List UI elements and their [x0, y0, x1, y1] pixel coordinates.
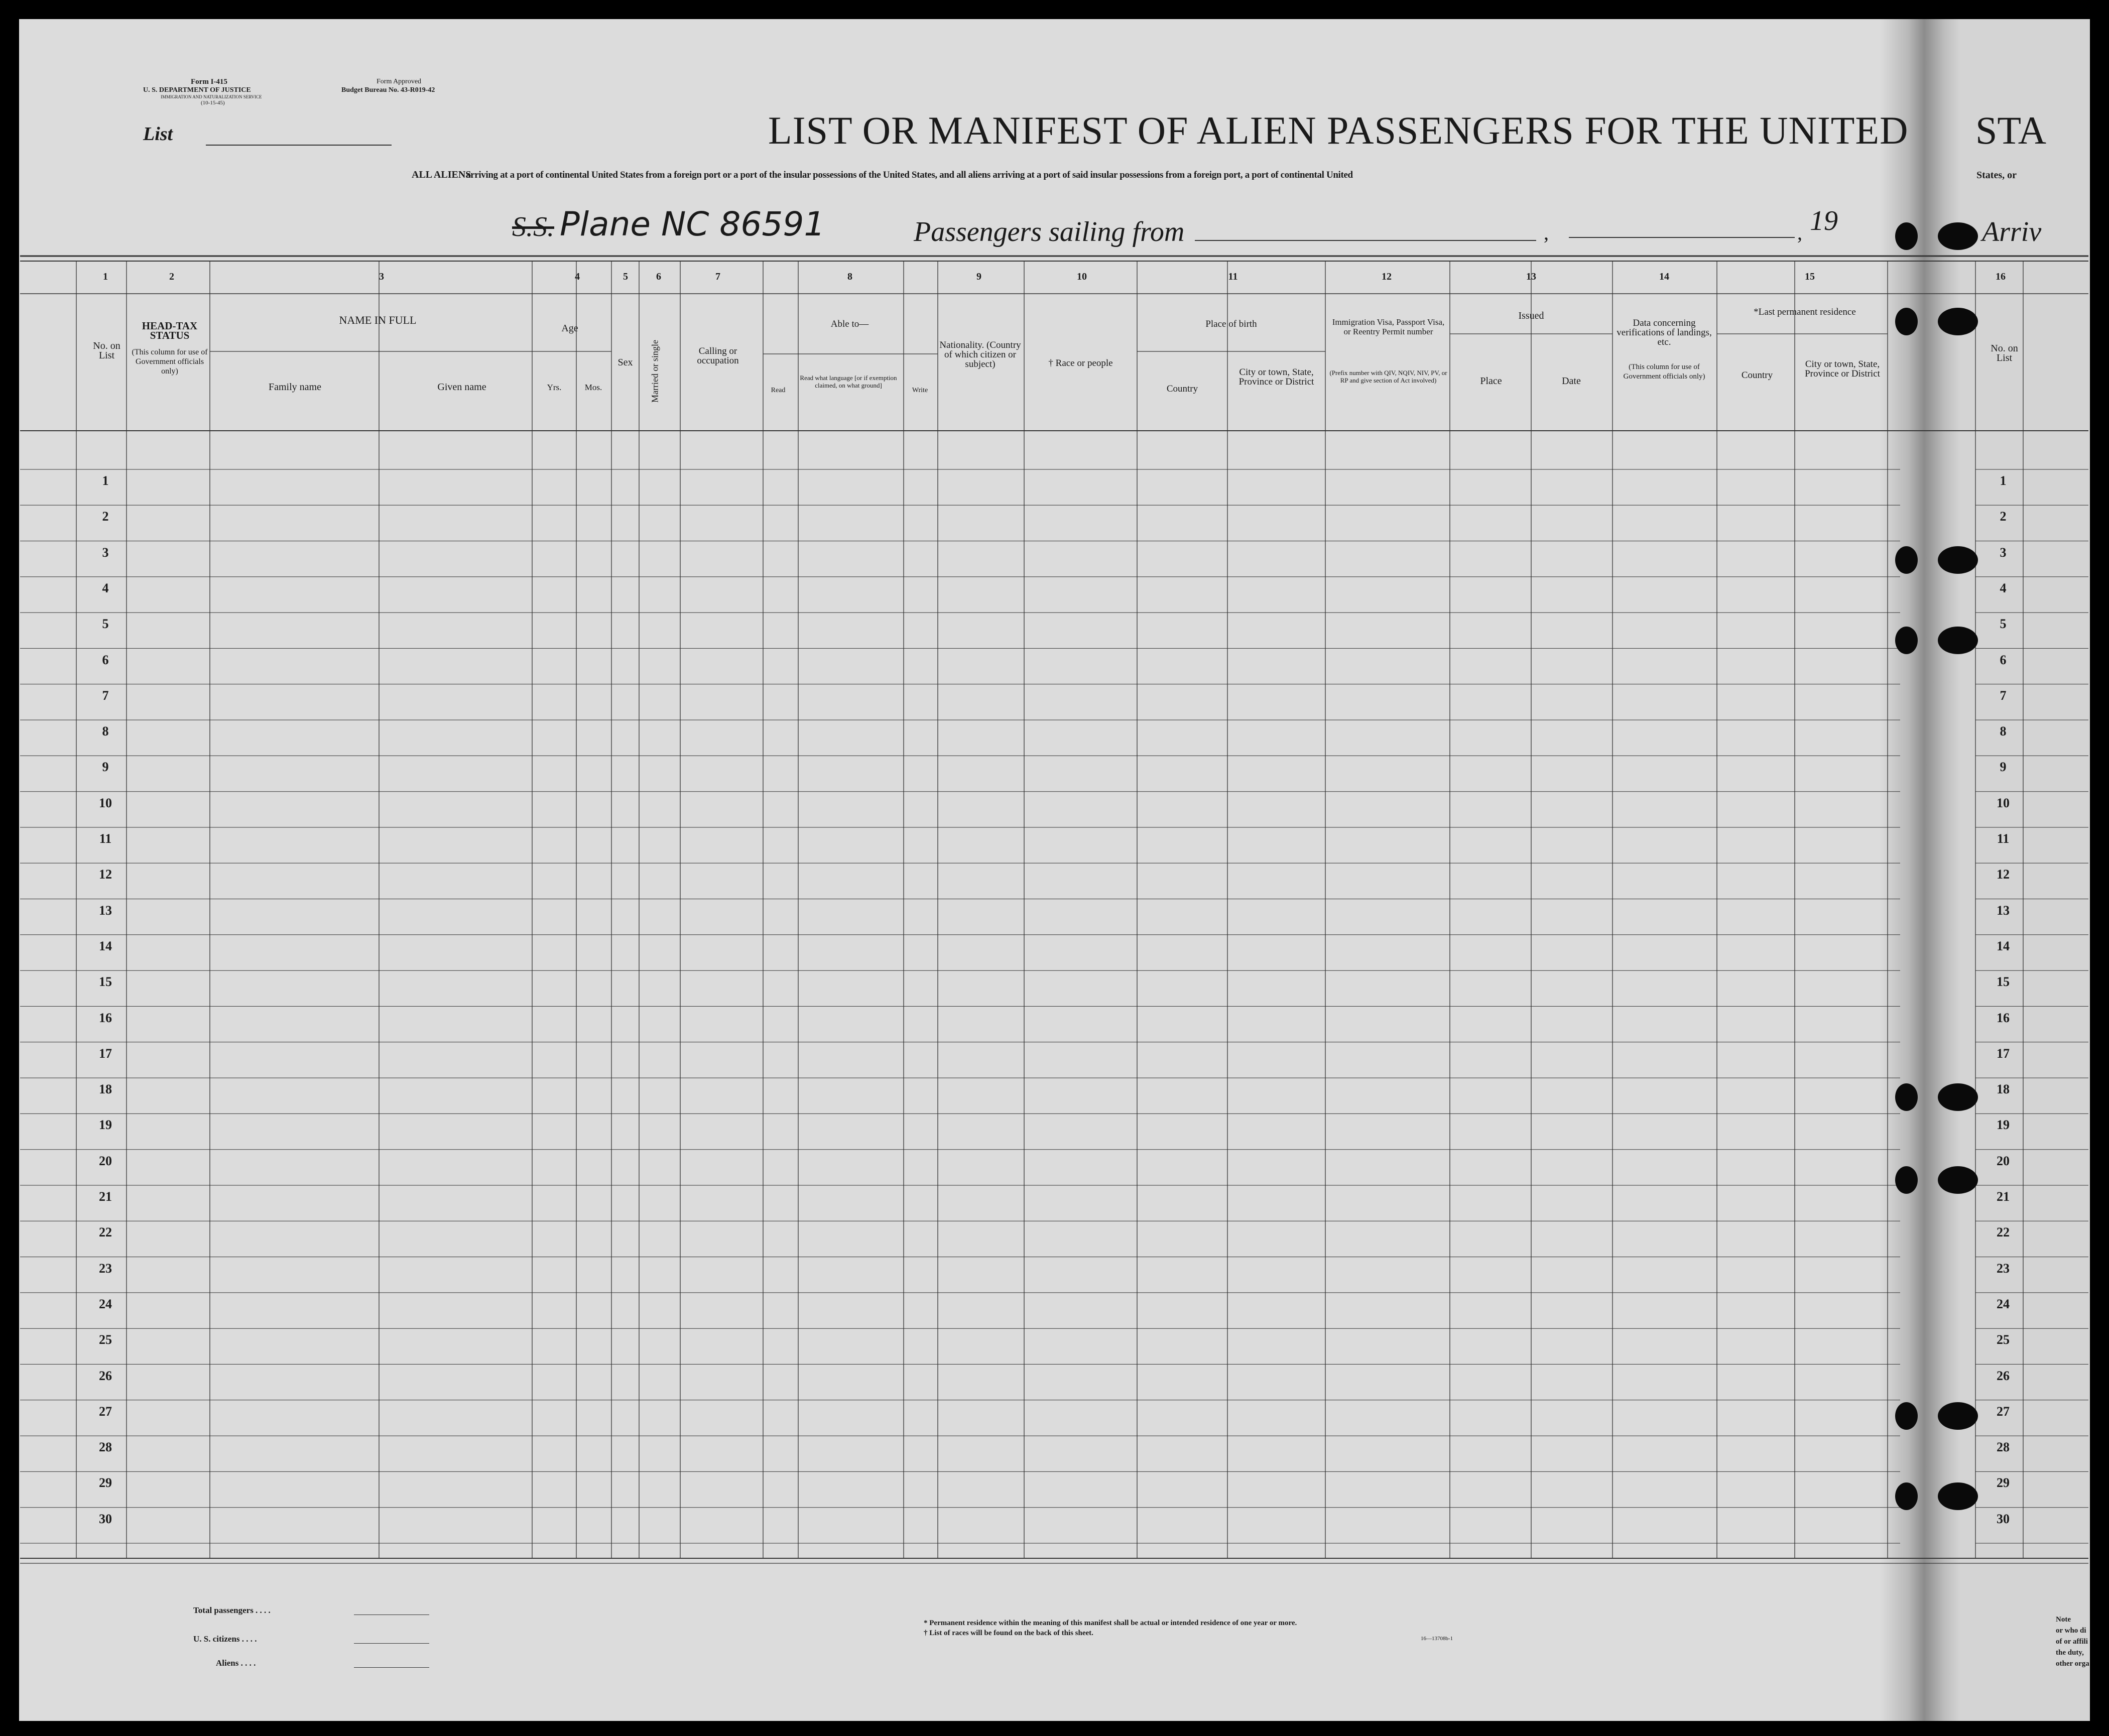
column-number: 13: [1526, 271, 1536, 282]
header-res-city: City or town, State, Province or District: [1805, 359, 1880, 379]
header-family-name: Family name: [269, 382, 321, 393]
form-title: LIST OR MANIFEST OF ALIEN PASSENGERS FOR THE UNITED: [768, 108, 1909, 152]
form-title-cont: STA: [1975, 108, 2047, 152]
subtitle-cont: States, or: [1976, 170, 2017, 181]
ink-blot: [1938, 1166, 1978, 1194]
row-number-right: 12: [1997, 867, 2010, 882]
row-number-right: 29: [1997, 1475, 2010, 1491]
header-race: † Race or people: [1048, 358, 1113, 368]
ink-blot: [1895, 308, 1918, 335]
header-place-of-birth: Place of birth: [1205, 319, 1257, 329]
form-date: (10-15-45): [201, 100, 225, 106]
column-number: 8: [847, 271, 852, 282]
header-issued: Issued: [1518, 310, 1544, 321]
ink-blot: [1938, 627, 1978, 654]
row-number-left: 28: [99, 1440, 112, 1455]
header-birth-city: City or town, State, Province or District: [1238, 367, 1314, 387]
row-number-left: 8: [102, 724, 109, 739]
ink-blot: [1895, 546, 1918, 574]
header-calling: Calling or occupation: [697, 346, 739, 366]
ink-blot: [1895, 1083, 1918, 1111]
date-line: [1569, 237, 1795, 238]
row-number-right: 15: [1997, 974, 2010, 989]
sailing-label: Passengers sailing from: [914, 216, 1185, 247]
list-line: [206, 145, 392, 146]
row-number-left: 23: [99, 1261, 112, 1276]
header-married: Married or single: [650, 340, 660, 403]
row-number-left: 27: [99, 1404, 112, 1419]
row-number-left: 15: [99, 974, 112, 989]
column-number: 14: [1659, 271, 1669, 282]
list-label: List: [143, 123, 173, 145]
ink-blot: [1938, 222, 1978, 250]
ink-blot: [1895, 1402, 1918, 1430]
footnote-residence: * Permanent residence within the meaning of this manifest shall be actual or intended residence of one year or more.: [924, 1619, 1297, 1627]
row-number-right: 25: [1997, 1332, 2010, 1347]
ink-blot: [1938, 1482, 1978, 1510]
row-number-right: 27: [1997, 1404, 2010, 1419]
row-number-left: 1: [102, 473, 109, 488]
column-number: 4: [575, 271, 580, 282]
row-number-right: 1: [2000, 473, 2007, 488]
header-visa: Immigration Visa, Passport Visa, or Reentry Permit number: [1332, 317, 1445, 336]
header-visa-note: (Prefix number with QIV, NQIV, NIV, PV, or RP and give section of Act involved): [1329, 369, 1447, 384]
row-number-right: 16: [1997, 1010, 2010, 1025]
header-nationality: Nationality. (Country of which citizen or subject): [939, 340, 1021, 369]
header-sex: Sex: [617, 357, 633, 368]
row-number-right: 11: [1997, 831, 2010, 846]
row-number-right: 19: [1997, 1118, 2010, 1133]
header-no-on-list: No. on List: [93, 340, 120, 361]
row-number-left: 24: [99, 1296, 112, 1311]
row-number-left: 18: [99, 1082, 112, 1097]
header-given-name: Given name: [437, 382, 486, 393]
ink-blot: [1895, 222, 1918, 250]
column-number: 12: [1382, 271, 1392, 282]
header-no-on-list-right: No. on List: [1991, 343, 2018, 363]
column-number: 11: [1228, 271, 1238, 282]
header-head-tax-note: (This column for use of Government officials only): [132, 348, 208, 376]
row-number-right: 8: [2000, 724, 2007, 739]
column-number: 2: [169, 271, 174, 282]
row-number-left: 12: [99, 867, 112, 882]
row-number-right: 4: [2000, 580, 2007, 595]
row-number-right: 26: [1997, 1368, 2010, 1383]
row-number-right: 2: [2000, 509, 2007, 524]
column-number: 10: [1077, 271, 1087, 282]
right-note-line: of or affili: [2056, 1638, 2088, 1646]
column-number: 16: [1996, 271, 2006, 282]
right-note-line: Note: [2056, 1616, 2071, 1624]
column-number: 5: [623, 271, 628, 282]
right-note-line: other orga: [2056, 1660, 2089, 1668]
column-number: 1: [103, 271, 108, 282]
row-number-left: 9: [102, 760, 109, 775]
right-note: [2056, 1614, 2089, 1669]
row-number-left: 17: [99, 1046, 112, 1061]
row-number-left: 21: [99, 1189, 112, 1204]
comma-2: ,: [1797, 221, 1802, 244]
header-name-in-full: NAME IN FULL: [339, 314, 417, 326]
column-number: 3: [379, 271, 384, 282]
subtitle: arriving at a port of continental United States from a foreign port or a port of the insular possessions of the United States, and all aliens arriving at a port of said insular possessions from a foreign port, a port of continental United: [466, 170, 1353, 180]
row-number-left: 14: [99, 938, 112, 953]
header-data-concerning: Data concerning verifications of landings, etc.: [1617, 318, 1712, 347]
ink-blot: [1938, 1083, 1978, 1111]
approved-note: Form Approved: [377, 78, 422, 85]
header-birth-country: Country: [1166, 384, 1198, 394]
comma: ,: [1544, 221, 1549, 244]
column-number: 6: [656, 271, 661, 282]
row-number-left: 2: [102, 509, 109, 524]
aliens-line: [354, 1667, 429, 1668]
row-number-right: 21: [1997, 1189, 2010, 1204]
row-number-right: 14: [1997, 938, 2010, 953]
row-number-left: 26: [99, 1368, 112, 1383]
column-number: 9: [976, 271, 981, 282]
row-number-right: 10: [1997, 795, 2010, 810]
us-citizens-label: U. S. citizens . . . .: [193, 1634, 257, 1644]
header-read-language: Read what language [or if exemption claimed, on what ground]: [800, 374, 897, 389]
row-number-right: 20: [1997, 1153, 2010, 1168]
row-number-left: 7: [102, 688, 109, 703]
header-res-country: Country: [1741, 370, 1773, 381]
header-yrs: Yrs.: [547, 383, 562, 392]
header-mos: Mos.: [584, 383, 602, 392]
print-code: 16—13708b-1: [1421, 1636, 1453, 1642]
header-write: Write: [912, 387, 928, 394]
budget-number: Budget Bureau No. 43-R019-42: [341, 86, 435, 94]
department: U. S. DEPARTMENT OF JUSTICE: [143, 86, 251, 94]
total-passengers-label: Total passengers . . . .: [193, 1605, 271, 1615]
column-number: 7: [715, 271, 720, 282]
aliens-label: Aliens . . . .: [216, 1658, 256, 1668]
ink-blot: [1938, 308, 1978, 335]
header-data-note: (This column for use of Government officials only): [1623, 363, 1705, 381]
row-number-right: 7: [2000, 688, 2007, 703]
ship-handwritten: Plane NC 86591: [560, 205, 825, 243]
row-number-left: 11: [99, 831, 112, 846]
row-number-left: 30: [99, 1511, 112, 1526]
right-note-line: or who di: [2056, 1627, 2086, 1635]
row-number-right: 9: [2000, 760, 2007, 775]
sailing-line: [1195, 240, 1536, 241]
ship-struck: S.S.: [512, 211, 554, 242]
row-number-left: 10: [99, 795, 112, 810]
row-number-left: 19: [99, 1118, 112, 1133]
ink-blot: [1938, 1402, 1978, 1430]
row-number-right: 22: [1997, 1225, 2010, 1240]
form-number: Form I-415: [191, 78, 227, 86]
us-citizens-line: [354, 1643, 429, 1644]
service: IMMIGRATION AND NATURALIZATION SERVICE: [161, 94, 262, 99]
row-number-left: 22: [99, 1225, 112, 1240]
row-number-left: 3: [102, 545, 109, 560]
row-number-right: 23: [1997, 1261, 2010, 1276]
row-number-right: 24: [1997, 1296, 2010, 1311]
row-number-left: 6: [102, 652, 109, 667]
row-number-right: 13: [1997, 903, 2010, 918]
header-able-to: Able to—: [830, 319, 869, 329]
row-number-right: 5: [2000, 616, 2007, 632]
header-last-residence: *Last permanent residence: [1754, 307, 1856, 317]
header-head-tax: HEAD-TAX STATUS: [142, 320, 198, 341]
ink-blot: [1895, 1166, 1918, 1194]
row-number-right: 3: [2000, 545, 2007, 560]
right-note-line: the duty,: [2056, 1649, 2084, 1657]
subtitle-strong: ALL ALIENS: [412, 169, 471, 180]
ink-blot: [1895, 627, 1918, 654]
header-age: Age: [561, 323, 578, 334]
row-number-right: 30: [1997, 1511, 2010, 1526]
ink-blot: [1895, 1482, 1918, 1510]
row-number-right: 18: [1997, 1082, 2010, 1097]
row-number-left: 20: [99, 1153, 112, 1168]
row-number-right: 6: [2000, 652, 2007, 667]
header-read: Read: [771, 387, 786, 394]
header-issued-date: Date: [1562, 376, 1581, 387]
footnote-races: † List of races will be found on the back of this sheet.: [924, 1629, 1093, 1637]
row-number-left: 5: [102, 616, 109, 632]
row-number-left: 4: [102, 580, 109, 595]
row-number-right: 17: [1997, 1046, 2010, 1061]
year-prefix: 19: [1810, 205, 1838, 236]
row-number-left: 25: [99, 1332, 112, 1347]
header-issued-place: Place: [1480, 376, 1502, 387]
row-number-left: 29: [99, 1475, 112, 1491]
arriving-cont: Arriv: [1982, 216, 2042, 247]
row-number-right: 28: [1997, 1440, 2010, 1455]
row-number-left: 16: [99, 1010, 112, 1025]
ink-blot: [1938, 546, 1978, 574]
row-number-left: 13: [99, 903, 112, 918]
column-number: 15: [1805, 271, 1815, 282]
